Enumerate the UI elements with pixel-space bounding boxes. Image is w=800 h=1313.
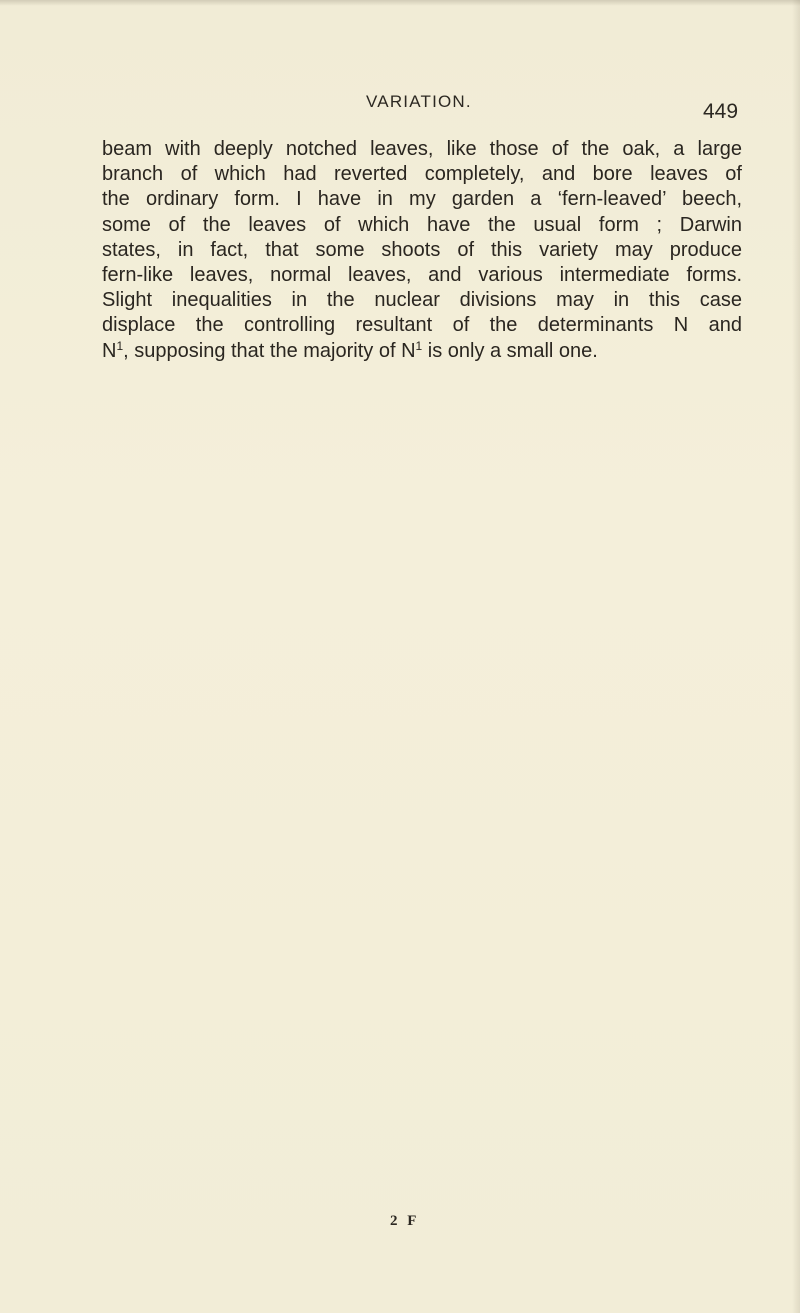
text-line-6: fern-like leaves, normal leaves, and various intermediate forms.: [102, 263, 742, 286]
text-line-4: some of the leaves of which have the usual form ; Darwin: [102, 213, 742, 236]
running-title: VARIATION.: [366, 92, 472, 111]
text-line-7: Slight inequalities in the nuclear divisions may in this case: [102, 289, 742, 312]
text-line-3: the ordinary form. I have in my garden a ‘fern-leaved’ beech,: [102, 188, 742, 211]
text-segment: , supposing that the majority of N: [123, 339, 416, 362]
text-line-9: [102, 339, 742, 364]
text-line-1: beam with deeply notched leaves, like those of the oak, a large: [102, 138, 742, 160]
text-line-8: displace the controlling resultant of the determinants N and: [102, 314, 742, 337]
text-segment: N: [102, 339, 117, 362]
text-segment: is only a small one.: [422, 339, 598, 362]
page-top-shadow: [0, 0, 800, 6]
superscript: 1: [116, 338, 124, 353]
printer-signature-mark: 2 F: [390, 1213, 420, 1229]
text-line-5: states, in fact, that some shoots of this variety may produce: [102, 238, 742, 261]
text-line-2: branch of which had reverted completely, and bore leaves of: [102, 163, 742, 186]
body-paragraph: [102, 137, 742, 364]
page-number: 449: [703, 100, 739, 123]
superscript: 1: [415, 338, 423, 353]
page-right-edge: [792, 0, 800, 1313]
